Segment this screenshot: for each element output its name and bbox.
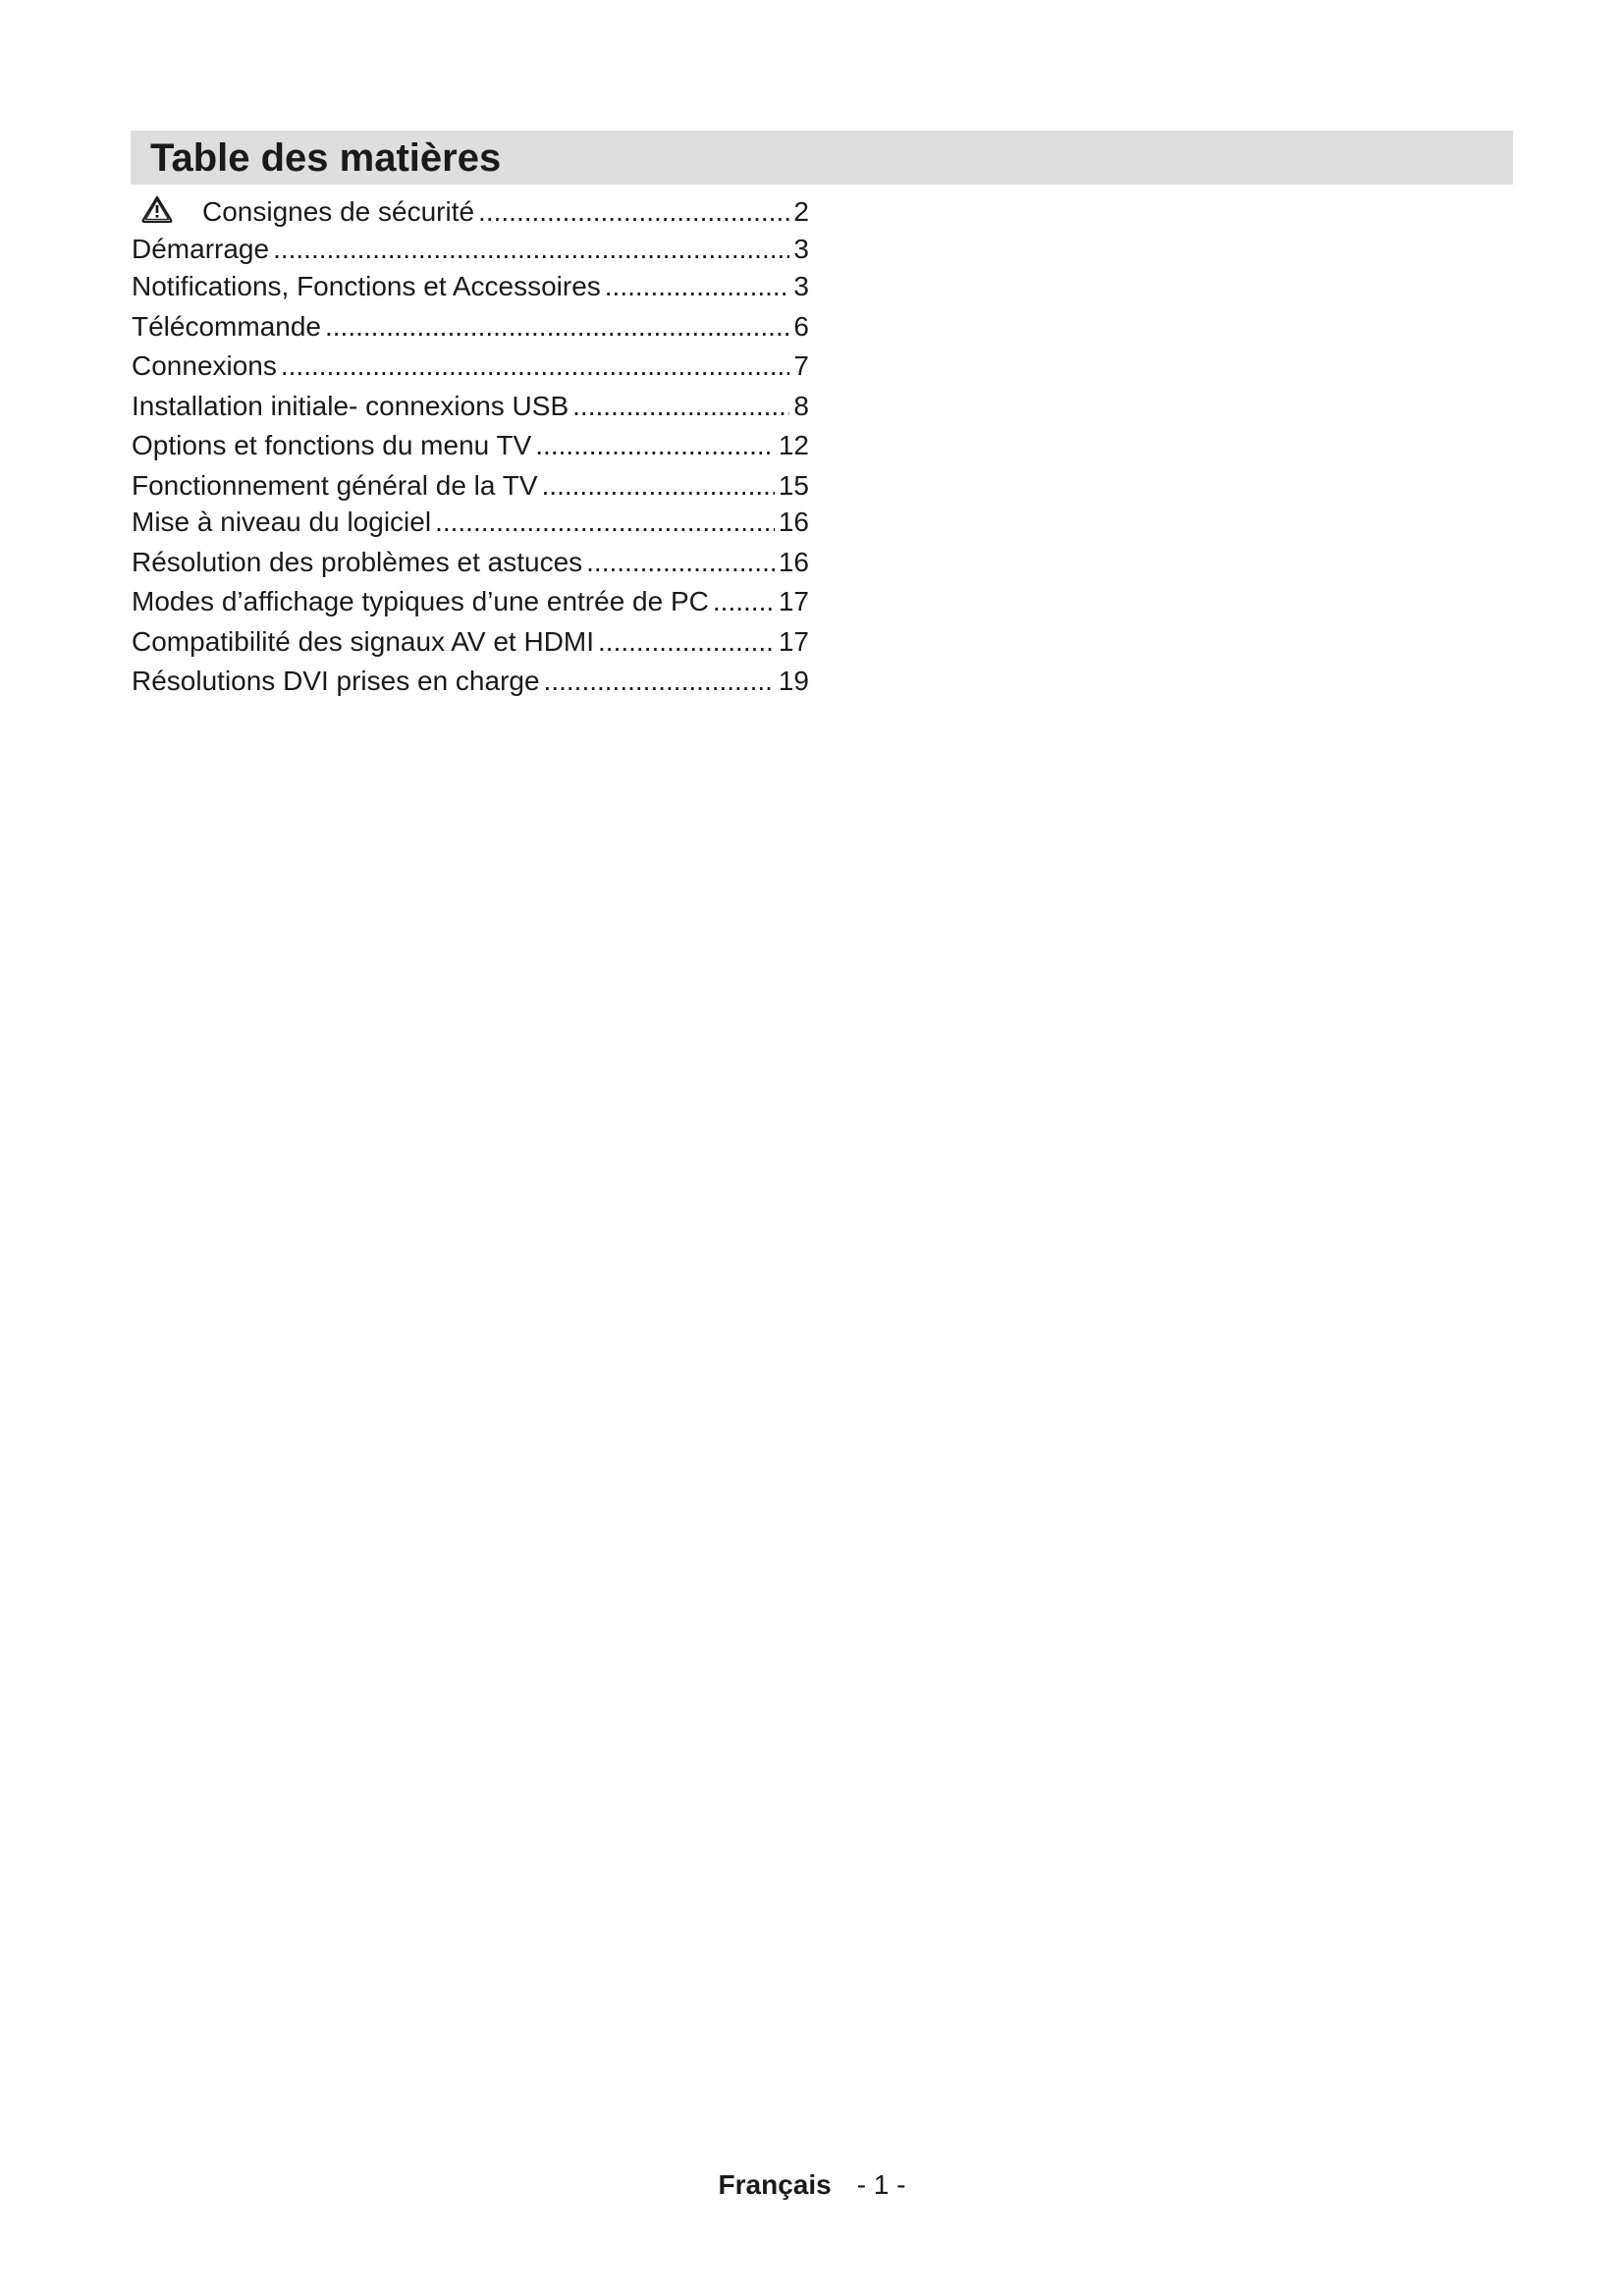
toc-leader-dots bbox=[605, 269, 790, 304]
toc-entry-telecommande[interactable] bbox=[132, 309, 809, 345]
toc-entry-label: Résolutions DVI prises en charge bbox=[132, 666, 540, 696]
toc-entry-page: 16 bbox=[778, 547, 809, 577]
toc-entry-page: 19 bbox=[778, 666, 809, 696]
page-title: Table des matières bbox=[150, 136, 502, 180]
toc-entry-modes-affichage[interactable] bbox=[132, 584, 809, 619]
toc-leader-dots bbox=[572, 389, 789, 424]
toc-leader-dots bbox=[325, 309, 789, 345]
toc-entry-label: Modes d’affichage typiques d’une entrée de PC bbox=[132, 586, 709, 616]
toc-entry-page: 16 bbox=[778, 507, 809, 537]
toc-entry-resolutions-dvi[interactable] bbox=[132, 664, 809, 699]
toc-leader-dots bbox=[281, 348, 790, 384]
toc-entry-label: Fonctionnement général de la TV bbox=[132, 470, 538, 501]
warning-icon bbox=[141, 195, 173, 223]
toc-leader-dots bbox=[542, 468, 775, 504]
toc-entry-installation[interactable] bbox=[132, 389, 809, 424]
toc-entry-label: Notifications, Fonctions et Accessoires bbox=[132, 271, 601, 301]
toc-entry-page: 7 bbox=[793, 350, 809, 381]
toc-entry-label: Mise à niveau du logiciel bbox=[132, 507, 432, 537]
toc-entry-page: 12 bbox=[778, 430, 809, 460]
footer-language: Français bbox=[718, 2169, 832, 2200]
toc-entry-page: 3 bbox=[793, 271, 809, 301]
toc-entry-notifications[interactable] bbox=[132, 269, 809, 304]
toc-entry-label: Compatibilité des signaux AV et HDMI bbox=[132, 626, 595, 657]
toc-entry-options[interactable] bbox=[132, 428, 809, 463]
toc-entry-page: 2 bbox=[793, 196, 809, 227]
toc-leader-dots bbox=[535, 428, 775, 463]
toc-entry-page: 3 bbox=[793, 234, 809, 264]
toc-entry-connexions[interactable] bbox=[132, 348, 809, 384]
toc-entry-page: 8 bbox=[793, 391, 809, 421]
toc-entry-page: 6 bbox=[793, 311, 809, 342]
toc-entry-compatibilite[interactable] bbox=[132, 624, 809, 660]
toc-entry-fonctionnement[interactable] bbox=[132, 468, 809, 504]
toc-leader-dots bbox=[273, 232, 789, 267]
toc-entry-label: Connexions bbox=[132, 350, 277, 381]
toc-entry-label: Résolution des problèmes et astuces bbox=[132, 547, 583, 577]
toc-entry-label: Installation initiale- connexions USB bbox=[132, 391, 569, 421]
toc-entry-resolution-problemes[interactable] bbox=[132, 545, 809, 580]
toc-entry-consignes[interactable] bbox=[132, 193, 809, 229]
toc-entry-demarrage[interactable] bbox=[132, 232, 809, 267]
toc-entry-page: 17 bbox=[778, 626, 809, 657]
toc-header-bar bbox=[131, 131, 1513, 185]
toc-leader-dots bbox=[598, 624, 775, 660]
toc-leader-dots bbox=[435, 505, 775, 540]
toc-entry-page: 17 bbox=[778, 586, 809, 616]
toc-entry-mise-a-niveau[interactable] bbox=[132, 505, 809, 540]
toc-entry-label: Démarrage bbox=[132, 234, 270, 264]
toc-leader-dots bbox=[586, 545, 775, 580]
toc-leader-dots bbox=[544, 664, 775, 699]
toc-entry-label: Options et fonctions du menu TV bbox=[132, 430, 532, 460]
page-footer bbox=[0, 2167, 1624, 2203]
toc-entry-label: Télécommande bbox=[132, 311, 321, 342]
toc-leader-dots bbox=[478, 194, 789, 230]
footer-page-number: - 1 - bbox=[856, 2169, 906, 2200]
toc-leader-dots bbox=[713, 584, 775, 619]
toc-entry-label: Consignes de sécurité bbox=[202, 196, 475, 227]
toc-entry-page: 15 bbox=[778, 470, 809, 501]
